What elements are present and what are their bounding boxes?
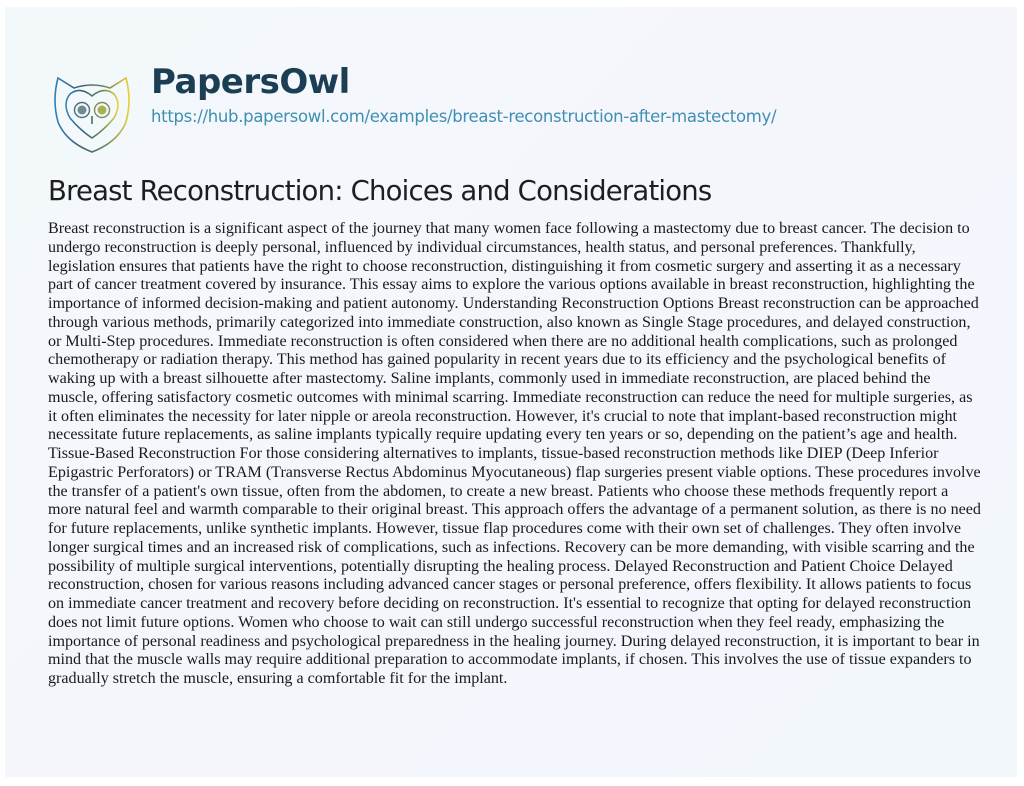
essay-line: legislation ensures that patients have the right to choose reconstruction, distinguishing it from cosmetic surgery and asserting it as a necessary (48, 257, 961, 275)
essay-line: undergo reconstruction is deeply personal, influenced by individual circumstances, health status, and personal preferences. Thankfully, (48, 238, 916, 256)
essay-line: necessitate future replacements, as saline implants typically require updating every ten years or so, depending on the patient’s age and health. (48, 426, 958, 444)
essay-line: Breast reconstruction is a significant aspect of the journey that many women face following a mastectomy due to breast cancer. The decision to (48, 220, 970, 237)
essay-title: Breast Reconstruction: Choices and Considerations (48, 175, 712, 207)
essay-line: muscle, offering satisfactory cosmetic outcomes with minimal scarring. Immediate reconstruction can reduce the need for multiple surgeries, as (48, 388, 973, 406)
essay-line: Epigastric Perforators) or TRAM (Transverse Rectus Abdominus Myocutaneous) flap surgeries present viable options. These procedures involve (48, 463, 981, 481)
essay-line: more natural feel and warmth comparable to their original breast. This approach offers the advantage of a permanent solution, as there is no need (48, 501, 981, 519)
page-container (5, 7, 1017, 777)
essay-line: or Multi-Step procedures. Immediate reconstruction is often considered when there are no additional health complications, such as prolonged (48, 332, 958, 350)
essay-line: the transfer of a patient's own tissue, often from the abdomen, to create a new breast. Patients who choose these methods frequently report a (48, 482, 949, 500)
essay-line: through various methods, primarily categorized into immediate construction, also known as Single Stage procedures, and delayed construction, (48, 313, 971, 331)
source-url-link[interactable]: https://hub.papersowl.com/examples/breast-reconstruction-after-mastectomy/ (151, 107, 777, 126)
owl-logo-icon[interactable] (52, 72, 132, 154)
essay-line: gradually stretch the muscle, ensuring a comfortable fit for the implant. (48, 670, 508, 687)
essay-line: mind that the muscle walls may require additional preparation to accommodate implants, if chosen. This involves the use of tissue expanders to (48, 651, 972, 669)
essay-line: chemotherapy or radiation therapy. This method has gained popularity in recent years due to its efficiency and the psychological benefits of (48, 351, 946, 369)
essay-line: reconstruction, chosen for various reasons including advanced cancer stages or personal preference, offers flexibility. It allows patients to focus (48, 576, 972, 594)
essay-line: possibility of multiple surgical interventions, potentially disrupting the healing process. Delayed Reconstruction and Patient Choice Delayed (48, 557, 953, 575)
essay-line: on immediate cancer treatment and recovery before deciding on reconstruction. It's essential to recognize that opting for delayed reconstruction (48, 595, 972, 612)
essay-line: part of cancer treatment covered by insurance. This essay aims to explore the various options available in breast reconstruction, highlighting the (48, 276, 975, 294)
essay-line: importance of informed decision-making and patient autonomy. Understanding Reconstruction Options Breast reconstruction can be approached (48, 295, 979, 312)
brand-name: PapersOwl (151, 62, 350, 102)
essay-line: waking up with a breast silhouette after mastectomy. Saline implants, commonly used in immediate reconstruction, are placed behind the (48, 370, 931, 387)
essay-line: Tissue-Based Reconstruction For those considering alternatives to implants, tissue-based reconstruction methods like DIEP (Deep Inferior (48, 445, 939, 462)
essay-line: longer surgical times and an increased risk of complications, such as infections. Recovery can be more demanding, with visible scarring and the (48, 538, 975, 556)
essay-line: for future replacements, unlike synthetic implants. However, tissue flap procedures come with their own set of challenges. They often involve (48, 520, 961, 537)
header (5, 7, 1017, 167)
essay-line: it often eliminates the necessity for later nipple or areola reconstruction. However, it's crucial to note that implant-based reconstruction might (48, 407, 958, 425)
essay-line: importance of personal readiness and psychological preparedness in the healing journey. During delayed reconstruction, it is important to bear in (48, 632, 980, 650)
essay-body (48, 220, 1016, 689)
essay-line: does not limit future options. Women who choose to wait can still undergo successful reconstruction when they feel ready, emphasizing the (48, 613, 945, 631)
